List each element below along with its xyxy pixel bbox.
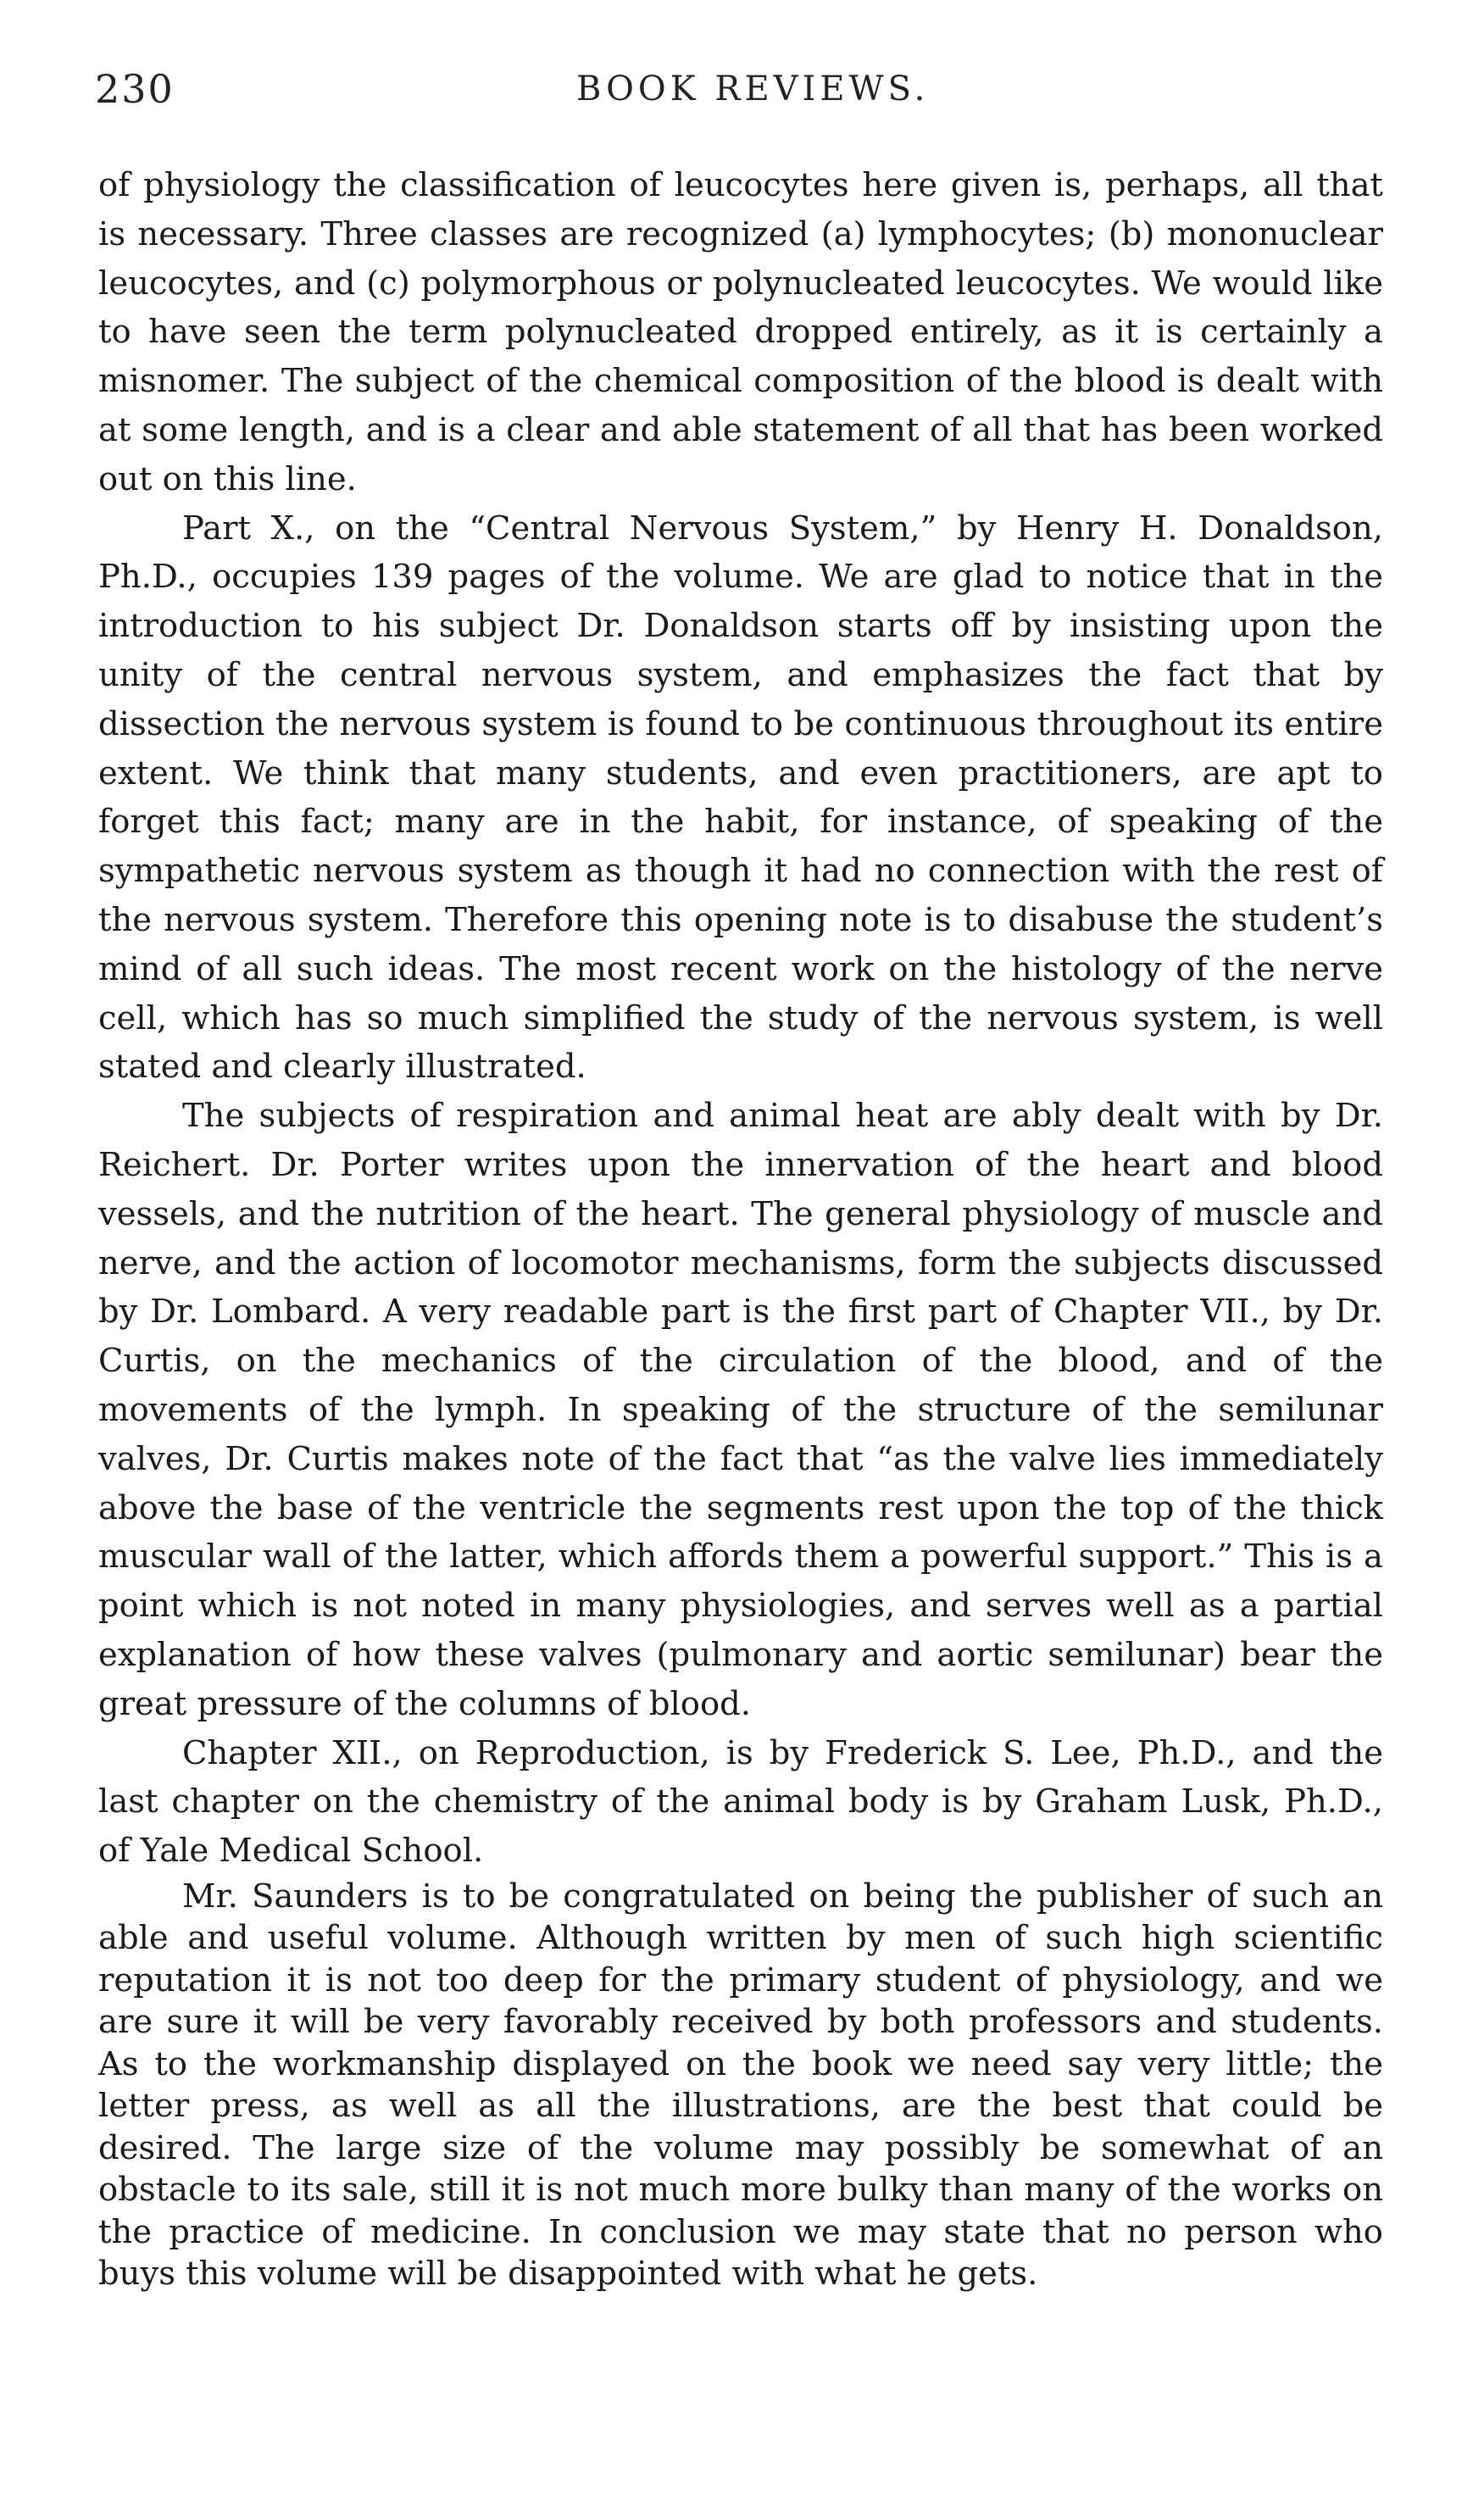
page-number: 230 [95, 66, 175, 112]
paragraph-publisher-conclusion: Mr. Saunders is to be congratulated on being the publisher of such an able and useful volume. Although written by men of such high scientific reputation it is not too deep for the primary student of physiology, and we are sure it will be very favorably received by both professors and students. As to the workmanship displayed on the book we need say very little; the letter press, as well as all the illustrations, are the best that could be desired. The large size of the volume may possibly be somewhat of an obstacle to its sale, still it is not much more bulky than many of the works on the practice of medicine. In conclusion we may state that no person who buys this volume will be disappointed with what he gets. [98, 1877, 1383, 2294]
paragraph-respiration-circulation: The subjects of respiration and animal heat are ably dealt with by Dr. Reichert. Dr. Porter writes upon the innervation of the heart and blood vessels, and the nutrition of the heart. The general physiology of muscle and nerve, and the action of locomotor mechanisms, form the subjects discussed by Dr. Lombard. A very readable part is the first part of Chapter VII., by Dr. Curtis, on the mechanics of the circulation of the blood, and of the movements of the lymph. In speaking of the structure of the semilunar valves, Dr. Curtis makes note of the fact that “as the valve lies immediately above the base of the ventricle the segments rest upon the top of the thick muscular wall of the latter, which affords them a powerful support.” This is a point which is not noted in many physiologies, and serves well as a partial explanation of how these valves (pulmonary and aortic semilunar) bear the great pressure of the columns of blood. [98, 1097, 1383, 1723]
paragraph-central-nervous-system: Part X., on the “Central Nervous System,” by Henry H. Donaldson, Ph.D., occupies 139 pages of the volume. We are glad to notice that in the introduction to his subject Dr. Donaldson starts off by insisting upon the unity of the central nervous system, and emphasizes the fact that by dissection the nervous system is found to be continuous throughout its entire extent. We think that many students, and even practitioners, are apt to forget this fact; many are in the habit, for instance, of speaking of the sympathetic nervous system as though it had no connection with the rest of the nervous system. Therefore this opening note is to disabuse the student’s mind of all such ideas. The most recent work on the histology of the nerve cell, which has so much simplified the study of the nervous system, is well stated and clearly illustrated. [98, 509, 1383, 1087]
section-title: BOOK REVIEWS. [576, 70, 930, 108]
running-head [95, 66, 1366, 117]
paragraph-reproduction-chemistry: Chapter XII., on Reproduction, is by Frederick S. Lee, Ph.D., and the last chapter on the chemistry of the animal body is by Graham Lusk, Ph.D., of Yale Medical School. [98, 1733, 1383, 1871]
paragraph-blood-classification: of physiology the classification of leucocytes here given is, perhaps, all that is necessary. Three classes are recognized (a) lymphocytes; (b) mononuclear leucocytes, and (c) polymorphous or polynucleated leucocytes. We would like to have seen the term polynucleated dropped entirely, as it is certainly a misnomer. The subject of the chemical composition of the blood is dealt with at some length, and is a clear and able statement of all that has been worked out on this line. [98, 166, 1383, 498]
review-body [98, 161, 1383, 2295]
